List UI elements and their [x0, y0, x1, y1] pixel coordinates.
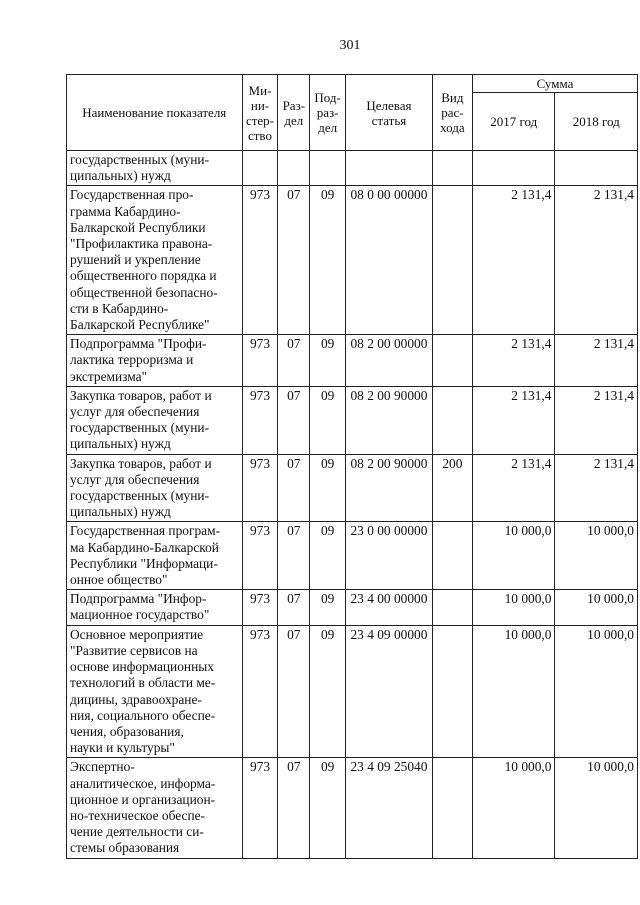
header-expense-type: Вид рас- хода [432, 75, 472, 151]
table-row [67, 186, 638, 335]
row-2018: 2 131,4 [555, 186, 638, 335]
row-subsection: 09 [310, 522, 346, 590]
table-row [67, 590, 638, 625]
row-2017: 2 131,4 [472, 335, 554, 387]
header-subsection: Под- раз- дел [310, 75, 346, 151]
row-expense-type: 200 [432, 454, 472, 522]
row-2018: 10 000,0 [555, 590, 638, 625]
row-expense-type [432, 386, 472, 454]
row-2017: 10 000,0 [472, 522, 554, 590]
header-section: Раз- дел [278, 75, 310, 151]
row-2018: 10 000,0 [555, 625, 638, 758]
row-2018 [555, 151, 638, 186]
table-row [67, 386, 638, 454]
row-expense-type [432, 151, 472, 186]
row-2017: 2 131,4 [472, 386, 554, 454]
table-row [67, 522, 638, 590]
table-row [67, 151, 638, 186]
row-ministry: 973 [242, 625, 278, 758]
row-ministry: 973 [242, 758, 278, 858]
row-subsection: 09 [310, 758, 346, 858]
row-target [346, 151, 433, 186]
row-name: Подпрограмма "Профи- лактика терроризма и экстремизма" [67, 335, 243, 387]
row-ministry: 973 [242, 454, 278, 522]
row-2017: 10 000,0 [472, 590, 554, 625]
row-subsection: 09 [310, 625, 346, 758]
row-name: Закупка товаров, работ и услуг для обеспечения государственных (муни- ципальных) нужд [67, 386, 243, 454]
row-2018: 2 131,4 [555, 335, 638, 387]
row-ministry: 973 [242, 335, 278, 387]
row-section [278, 151, 310, 186]
table-row [67, 625, 638, 758]
row-expense-type [432, 186, 472, 335]
row-name: государственных (муни- ципальных) нужд [67, 151, 243, 186]
row-subsection: 09 [310, 335, 346, 387]
row-section: 07 [278, 522, 310, 590]
row-2017: 2 131,4 [472, 454, 554, 522]
header-ministry: Ми- ни- стер- ство [242, 75, 278, 151]
row-expense-type [432, 625, 472, 758]
row-subsection [310, 151, 346, 186]
row-name: Государственная про- грамма Кабардино- Балкарской Республики "Профилактика правона- рушений и укрепление общественного порядка и общественной безопасно- сти в Кабардино- Балкарской Республике" [67, 186, 243, 335]
row-2018: 2 131,4 [555, 386, 638, 454]
row-2017: 10 000,0 [472, 758, 554, 858]
row-name: Подпрограмма "Инфор- мационное государство" [67, 590, 243, 625]
row-section: 07 [278, 186, 310, 335]
row-expense-type [432, 758, 472, 858]
header-year-2017: 2017 год [472, 93, 554, 151]
table-row [67, 758, 638, 858]
row-section: 07 [278, 590, 310, 625]
row-ministry: 973 [242, 186, 278, 335]
row-target: 08 2 00 90000 [346, 454, 433, 522]
row-2018: 10 000,0 [555, 522, 638, 590]
row-target: 08 2 00 00000 [346, 335, 433, 387]
header-year-2018: 2018 год [555, 93, 638, 151]
row-name: Основное мероприятие "Развитие сервисов на основе информационных технологий в области ме- дицины, здравоохране- ния, социального обеспе- чения, образования, науки и культуры" [67, 625, 243, 758]
row-expense-type [432, 335, 472, 387]
row-ministry: 973 [242, 590, 278, 625]
header-sum: Сумма [472, 75, 637, 93]
table-header [67, 75, 638, 151]
row-target: 23 4 09 25040 [346, 758, 433, 858]
row-subsection: 09 [310, 386, 346, 454]
row-2018: 10 000,0 [555, 758, 638, 858]
row-section: 07 [278, 758, 310, 858]
row-2017: 10 000,0 [472, 625, 554, 758]
row-target: 23 4 09 00000 [346, 625, 433, 758]
row-section: 07 [278, 454, 310, 522]
row-ministry: 973 [242, 522, 278, 590]
row-section: 07 [278, 625, 310, 758]
row-target: 08 0 00 00000 [346, 186, 433, 335]
row-target: 08 2 00 90000 [346, 386, 433, 454]
header-name: Наименование показателя [67, 75, 243, 151]
header-target: Целевая статья [346, 75, 433, 151]
row-target: 23 4 00 00000 [346, 590, 433, 625]
row-expense-type [432, 590, 472, 625]
row-section: 07 [278, 386, 310, 454]
row-ministry: 973 [242, 386, 278, 454]
row-section: 07 [278, 335, 310, 387]
row-2017 [472, 151, 554, 186]
row-subsection: 09 [310, 454, 346, 522]
row-2017: 2 131,4 [472, 186, 554, 335]
row-name: Государственная програм- ма Кабардино-Балкарской Республики "Информаци- онное общество" [67, 522, 243, 590]
page-number: 301 [339, 38, 361, 53]
row-expense-type [432, 522, 472, 590]
row-target: 23 0 00 00000 [346, 522, 433, 590]
row-2018: 2 131,4 [555, 454, 638, 522]
budget-table [66, 74, 638, 859]
row-name: Экспертно- аналитическое, информа- ционное и организацион- но-техническое обеспе- чение деятельности си- стемы образования [67, 758, 243, 858]
table-row [67, 454, 638, 522]
table-body [67, 151, 638, 859]
row-name: Закупка товаров, работ и услуг для обеспечения государственных (муни- ципальных) нужд [67, 454, 243, 522]
row-ministry [242, 151, 278, 186]
table-row [67, 335, 638, 387]
row-subsection: 09 [310, 590, 346, 625]
row-subsection: 09 [310, 186, 346, 335]
